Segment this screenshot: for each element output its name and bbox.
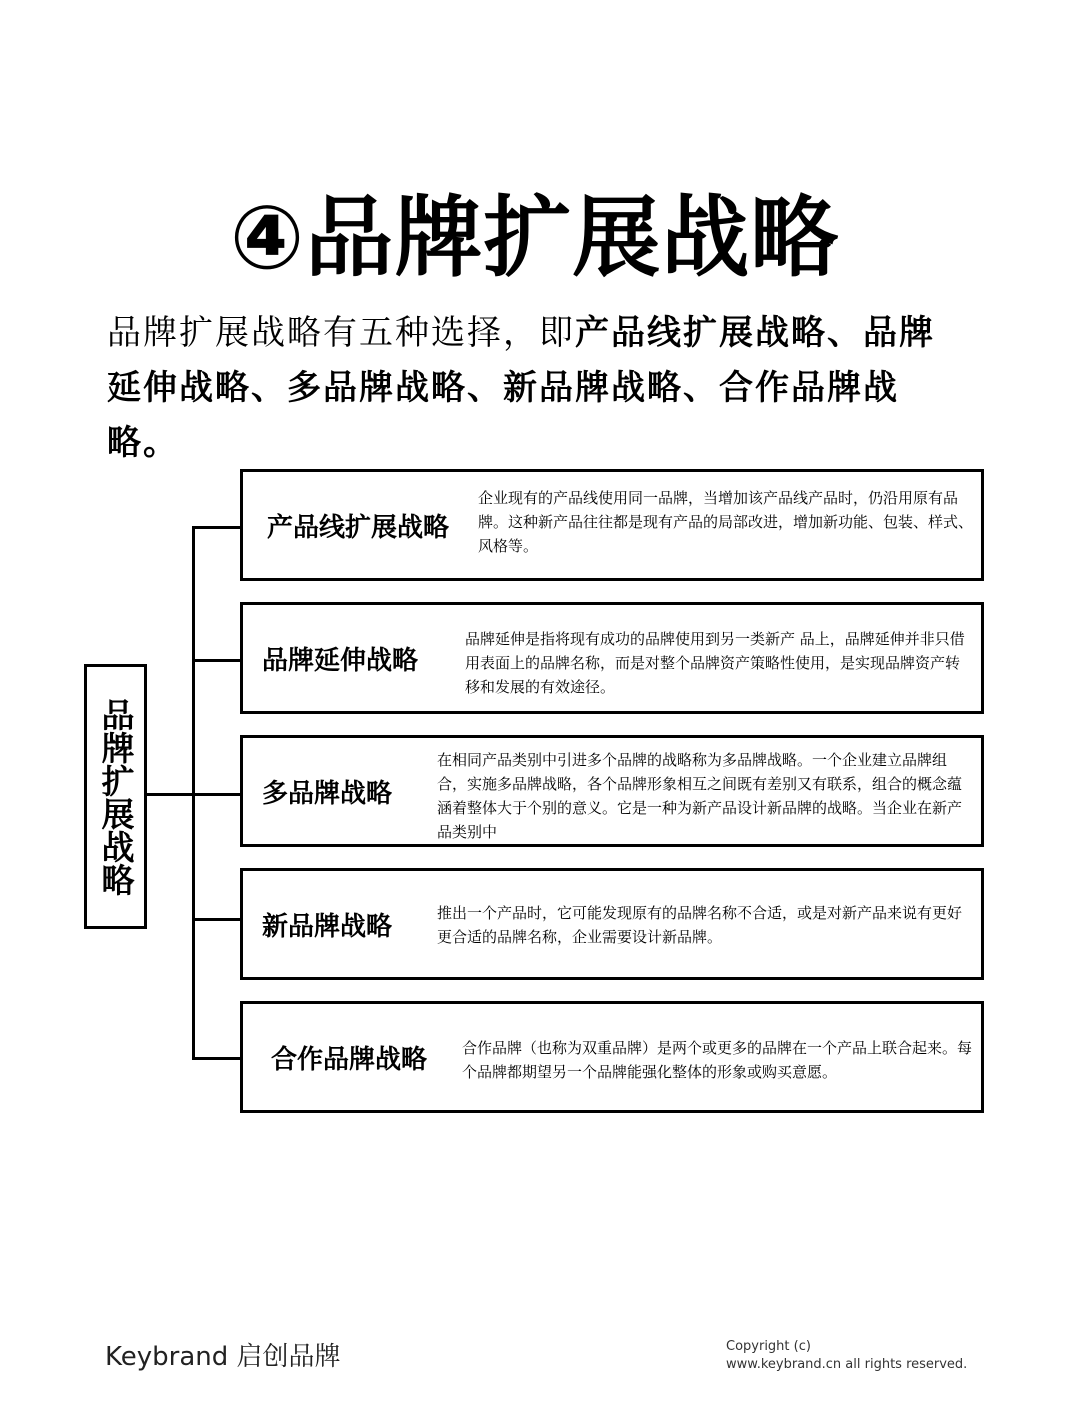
branch-description: 推出一个产品时，它可能发现原有的品牌名称不合适，或是对新产品来说有更好更合适的品牌名称，企业需要设计新品牌。 bbox=[437, 904, 963, 946]
branch-title: 合作品牌战略 bbox=[271, 1044, 428, 1075]
branch-description: 在相同产品类别中引进多个品牌的战略称为多品牌战略。一个企业建立品牌组合，实施多品牌战略，各个品牌形象相互之间既有差别又有联系，组合的概念蕴涵着整体大于个别的意义。它是一种为新产品设计新品牌的战略。当企业在新产品类别中 bbox=[437, 751, 963, 841]
branch-connector-3 bbox=[192, 793, 242, 796]
footer-brand-logo: Keybrand 启创品牌 bbox=[105, 1342, 341, 1372]
branch-box-brand-extension bbox=[240, 602, 984, 714]
intro-paragraph bbox=[107, 306, 969, 471]
branch-description: 合作品牌（也称为双重品牌）是两个或更多的品牌在一个产品上联合起来。每个品牌都期望另一个品牌能强化整体的形象或购买意愿。 bbox=[462, 1039, 973, 1081]
branch-description: 品牌延伸是指将现有成功的品牌使用到另一类新产 品上，品牌延伸并非只借用表面上的品牌名称，而是对整个品牌资产策略性使用，是实现品牌资产转移和发展的有效途径。 bbox=[465, 630, 965, 696]
branch-connector-5 bbox=[192, 1057, 242, 1060]
branch-title: 多品牌战略 bbox=[262, 778, 393, 809]
branch-box-product-line bbox=[240, 469, 984, 581]
branch-box-multi-brand bbox=[240, 735, 984, 847]
branch-connector-2 bbox=[192, 659, 242, 662]
branch-title: 新品牌战略 bbox=[262, 911, 393, 942]
branch-description: 企业现有的产品线使用同一品牌，当增加该产品线产品时，仍沿用原有品牌。这种新产品往往都是现有产品的局部改进，增加新功能、包装、样式、风格等。 bbox=[478, 489, 974, 555]
footer-copyright bbox=[726, 1338, 967, 1374]
copyright-line-2: www.keybrand.cn all rights reserved. bbox=[726, 1357, 968, 1372]
branch-box-new-brand bbox=[240, 868, 984, 980]
copyright-line-1: Copyright (c) bbox=[726, 1339, 811, 1354]
intro-strategies: 产品线扩展战略、品牌延伸战略、多品牌战略、新品牌战略、合作品牌战略。 bbox=[107, 313, 935, 463]
branch-title: 产品线扩展战略 bbox=[267, 512, 450, 543]
root-connector bbox=[144, 793, 194, 796]
page-title: ④品牌扩展战略 bbox=[229, 186, 840, 289]
branch-connector-4 bbox=[192, 918, 242, 921]
branch-box-co-brand bbox=[240, 1001, 984, 1113]
branch-title: 品牌延伸战略 bbox=[262, 645, 419, 676]
root-label: 品牌扩展战略 bbox=[96, 697, 136, 896]
intro-lead: 品牌扩展战略有五种选择，即 bbox=[107, 313, 575, 353]
root-node bbox=[84, 664, 147, 929]
branch-connector-1 bbox=[192, 526, 242, 529]
